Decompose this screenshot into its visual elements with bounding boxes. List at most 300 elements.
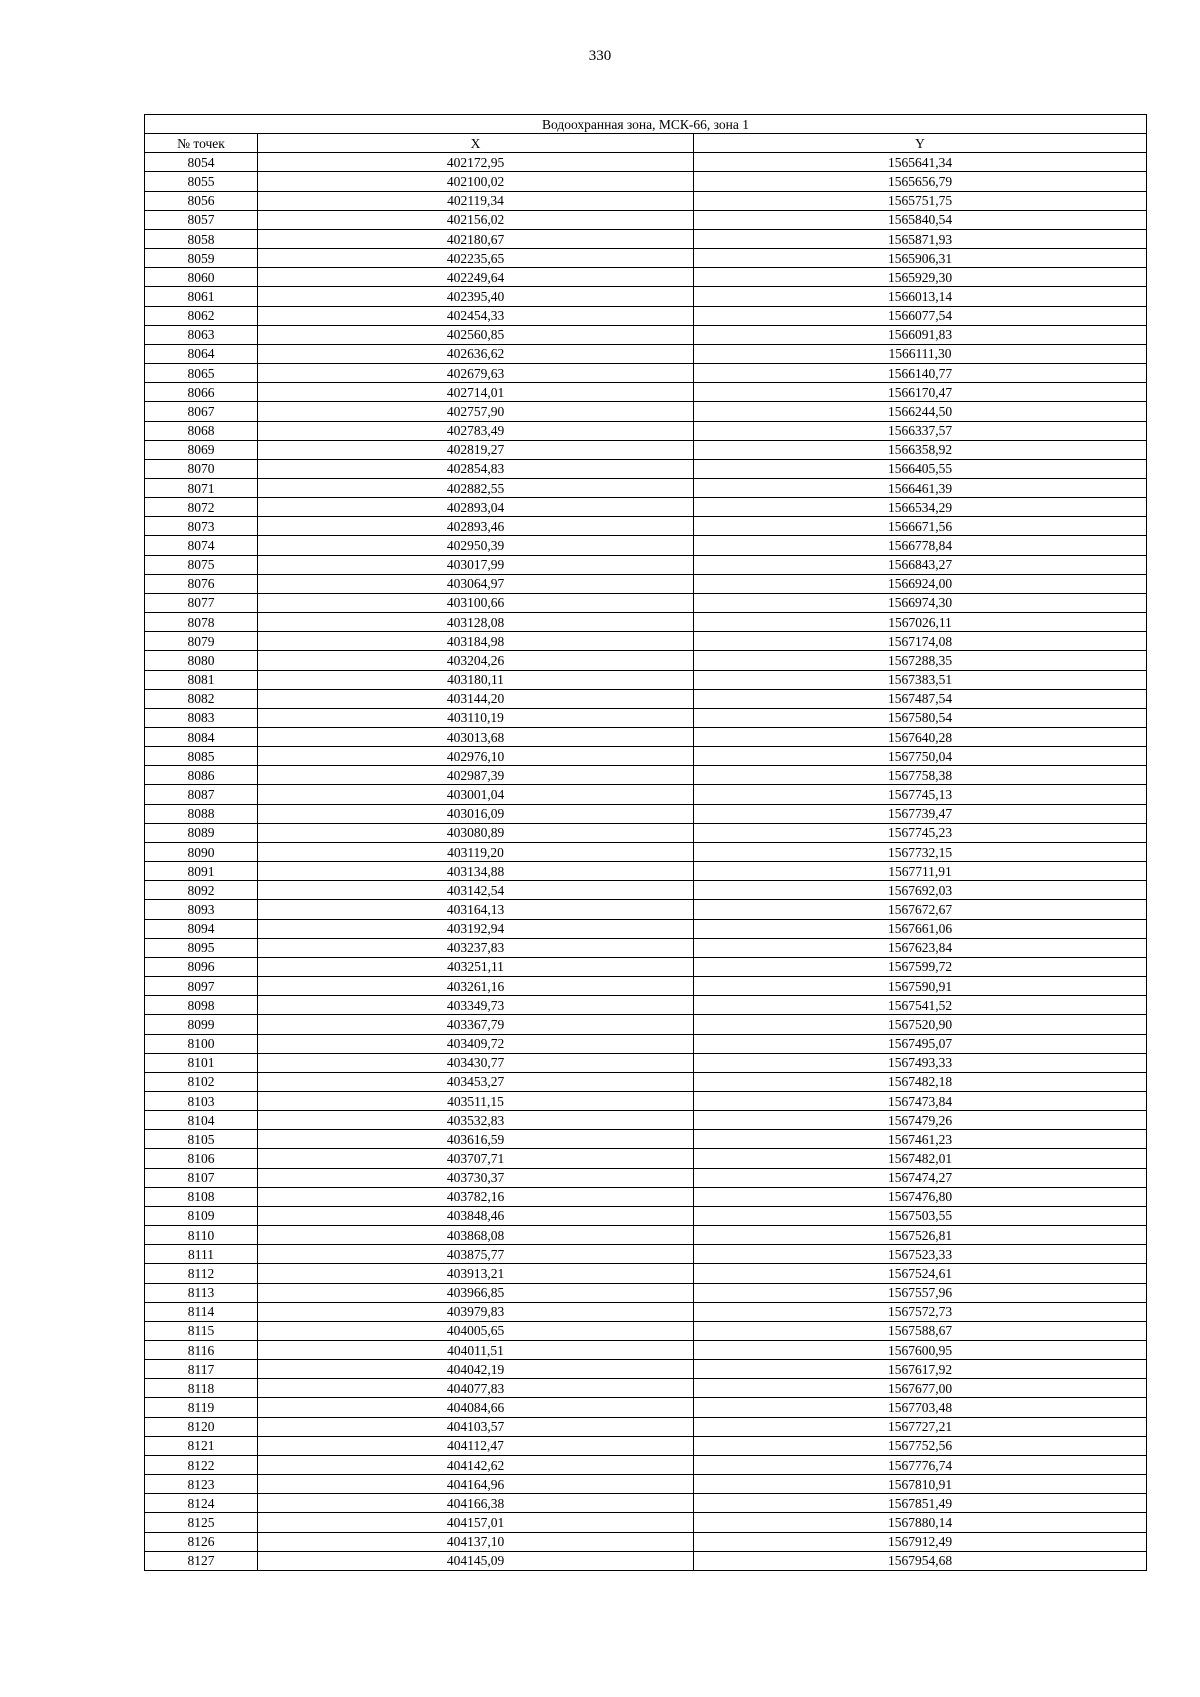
cell-point-number: 8122: [145, 1455, 258, 1474]
cell-x: 403251,11: [258, 957, 694, 976]
cell-x: 403184,98: [258, 632, 694, 651]
table-row: [145, 785, 1147, 804]
cell-x: 403430,77: [258, 1053, 694, 1072]
cell-x: 402679,63: [258, 364, 694, 383]
table-row: [145, 1321, 1147, 1340]
cell-point-number: 8100: [145, 1034, 258, 1053]
cell-x: 403080,89: [258, 823, 694, 842]
table-row: [145, 708, 1147, 727]
cell-y: 1567640,28: [694, 728, 1147, 747]
cell-y: 1565656,79: [694, 172, 1147, 191]
cell-x: 403913,21: [258, 1264, 694, 1283]
cell-point-number: 8061: [145, 287, 258, 306]
cell-y: 1567739,47: [694, 804, 1147, 823]
cell-point-number: 8103: [145, 1091, 258, 1110]
table-row: [145, 1226, 1147, 1245]
cell-point-number: 8095: [145, 938, 258, 957]
table-row: [145, 651, 1147, 670]
table-row: [145, 632, 1147, 651]
cell-y: 1566974,30: [694, 593, 1147, 612]
cell-x: 403707,71: [258, 1149, 694, 1168]
cell-point-number: 8096: [145, 957, 258, 976]
cell-point-number: 8098: [145, 996, 258, 1015]
cell-x: 402235,65: [258, 249, 694, 268]
cell-x: 403016,09: [258, 804, 694, 823]
table-row: [145, 344, 1147, 363]
cell-y: 1565751,75: [694, 191, 1147, 210]
table-row: [145, 1302, 1147, 1321]
cell-y: 1567703,48: [694, 1398, 1147, 1417]
table-row: [145, 478, 1147, 497]
table-row: [145, 747, 1147, 766]
table-row: [145, 613, 1147, 632]
cell-x: 402783,49: [258, 421, 694, 440]
table-body: [145, 153, 1147, 1571]
cell-y: 1567617,92: [694, 1360, 1147, 1379]
cell-x: 402893,46: [258, 517, 694, 536]
cell-x: 403349,73: [258, 996, 694, 1015]
table-row: [145, 1283, 1147, 1302]
cell-point-number: 8057: [145, 210, 258, 229]
cell-x: 402119,34: [258, 191, 694, 210]
cell-x: 403119,20: [258, 842, 694, 861]
cell-x: 402976,10: [258, 747, 694, 766]
table-row: [145, 1149, 1147, 1168]
cell-y: 1567541,52: [694, 996, 1147, 1015]
cell-point-number: 8059: [145, 249, 258, 268]
table-row: [145, 1015, 1147, 1034]
cell-x: 403180,11: [258, 670, 694, 689]
cell-y: 1567174,08: [694, 632, 1147, 651]
cell-x: 403237,83: [258, 938, 694, 957]
cell-point-number: 8065: [145, 364, 258, 383]
cell-point-number: 8092: [145, 881, 258, 900]
cell-point-number: 8067: [145, 402, 258, 421]
cell-y: 1567750,04: [694, 747, 1147, 766]
cell-y: 1565641,34: [694, 153, 1147, 172]
table-row: [145, 938, 1147, 957]
table-row: [145, 1417, 1147, 1436]
cell-point-number: 8127: [145, 1551, 258, 1570]
cell-y: 1566091,83: [694, 325, 1147, 344]
table-row: [145, 306, 1147, 325]
table-row: [145, 1091, 1147, 1110]
cell-point-number: 8077: [145, 593, 258, 612]
cell-y: 1567752,56: [694, 1436, 1147, 1455]
table-row: [145, 804, 1147, 823]
table-row: [145, 249, 1147, 268]
cell-x: 402893,04: [258, 498, 694, 517]
table-row: [145, 1245, 1147, 1264]
cell-point-number: 8056: [145, 191, 258, 210]
table-row: [145, 555, 1147, 574]
cell-x: 403409,72: [258, 1034, 694, 1053]
cell-x: 403013,68: [258, 728, 694, 747]
cell-y: 1567524,61: [694, 1264, 1147, 1283]
table-row: [145, 1206, 1147, 1225]
table-header-row: [145, 134, 1147, 153]
cell-point-number: 8111: [145, 1245, 258, 1264]
cell-y: 1566170,47: [694, 383, 1147, 402]
header-x: X: [258, 134, 694, 153]
table-row: [145, 919, 1147, 938]
cell-y: 1567672,67: [694, 900, 1147, 919]
table-row: [145, 268, 1147, 287]
cell-point-number: 8101: [145, 1053, 258, 1072]
table-row: [145, 1455, 1147, 1474]
cell-point-number: 8094: [145, 919, 258, 938]
cell-x: 403204,26: [258, 651, 694, 670]
cell-x: 402950,39: [258, 536, 694, 555]
cell-x: 402249,64: [258, 268, 694, 287]
table-row: [145, 728, 1147, 747]
table-row: [145, 1398, 1147, 1417]
cell-x: 402714,01: [258, 383, 694, 402]
cell-y: 1566924,00: [694, 574, 1147, 593]
cell-x: 403001,04: [258, 785, 694, 804]
table-row: [145, 881, 1147, 900]
cell-y: 1567523,33: [694, 1245, 1147, 1264]
cell-point-number: 8073: [145, 517, 258, 536]
cell-point-number: 8106: [145, 1149, 258, 1168]
cell-y: 1567661,06: [694, 919, 1147, 938]
table-row: [145, 325, 1147, 344]
cell-y: 1566405,55: [694, 459, 1147, 478]
cell-y: 1567495,07: [694, 1034, 1147, 1053]
cell-y: 1567758,38: [694, 766, 1147, 785]
cell-y: 1567711,91: [694, 862, 1147, 881]
cell-x: 403142,54: [258, 881, 694, 900]
cell-point-number: 8105: [145, 1130, 258, 1149]
cell-x: 403511,15: [258, 1091, 694, 1110]
cell-y: 1566140,77: [694, 364, 1147, 383]
cell-y: 1567474,27: [694, 1168, 1147, 1187]
table-row: [145, 1264, 1147, 1283]
cell-point-number: 8113: [145, 1283, 258, 1302]
cell-point-number: 8058: [145, 229, 258, 248]
cell-point-number: 8108: [145, 1187, 258, 1206]
cell-x: 403979,83: [258, 1302, 694, 1321]
cell-point-number: 8072: [145, 498, 258, 517]
cell-y: 1567776,74: [694, 1455, 1147, 1474]
table-row: [145, 1379, 1147, 1398]
table-caption-row: [145, 115, 1147, 134]
cell-point-number: 8090: [145, 842, 258, 861]
cell-y: 1567473,84: [694, 1091, 1147, 1110]
table-row: [145, 153, 1147, 172]
table-row: [145, 957, 1147, 976]
cell-point-number: 8068: [145, 421, 258, 440]
table-row: [145, 383, 1147, 402]
cell-x: 403367,79: [258, 1015, 694, 1034]
cell-x: 403730,37: [258, 1168, 694, 1187]
cell-y: 1567810,91: [694, 1475, 1147, 1494]
cell-point-number: 8104: [145, 1111, 258, 1130]
cell-x: 402854,83: [258, 459, 694, 478]
cell-x: 403064,97: [258, 574, 694, 593]
cell-x: 403868,08: [258, 1226, 694, 1245]
cell-point-number: 8062: [145, 306, 258, 325]
table-row: [145, 498, 1147, 517]
cell-point-number: 8083: [145, 708, 258, 727]
cell-point-number: 8118: [145, 1379, 258, 1398]
cell-point-number: 8121: [145, 1436, 258, 1455]
cell-y: 1567288,35: [694, 651, 1147, 670]
cell-point-number: 8116: [145, 1341, 258, 1360]
cell-point-number: 8060: [145, 268, 258, 287]
table-row: [145, 364, 1147, 383]
cell-point-number: 8109: [145, 1206, 258, 1225]
cell-point-number: 8086: [145, 766, 258, 785]
cell-point-number: 8089: [145, 823, 258, 842]
table-row: [145, 823, 1147, 842]
cell-x: 404112,47: [258, 1436, 694, 1455]
table-row: [145, 1360, 1147, 1379]
cell-x: 403128,08: [258, 613, 694, 632]
cell-x: 404042,19: [258, 1360, 694, 1379]
cell-x: 404103,57: [258, 1417, 694, 1436]
cell-y: 1565840,54: [694, 210, 1147, 229]
table-row: [145, 1130, 1147, 1149]
cell-y: 1566077,54: [694, 306, 1147, 325]
cell-y: 1567526,81: [694, 1226, 1147, 1245]
cell-x: 404145,09: [258, 1551, 694, 1570]
cell-x: 402636,62: [258, 344, 694, 363]
cell-y: 1567732,15: [694, 842, 1147, 861]
cell-x: 403966,85: [258, 1283, 694, 1302]
cell-y: 1566244,50: [694, 402, 1147, 421]
table-row: [145, 1034, 1147, 1053]
cell-point-number: 8070: [145, 459, 258, 478]
cell-y: 1566671,56: [694, 517, 1147, 536]
cell-y: 1567482,01: [694, 1149, 1147, 1168]
table-row: [145, 842, 1147, 861]
table-row: [145, 421, 1147, 440]
cell-point-number: 8102: [145, 1072, 258, 1091]
cell-y: 1567745,23: [694, 823, 1147, 842]
cell-point-number: 8085: [145, 747, 258, 766]
cell-y: 1566358,92: [694, 440, 1147, 459]
cell-point-number: 8071: [145, 478, 258, 497]
cell-y: 1566534,29: [694, 498, 1147, 517]
cell-point-number: 8120: [145, 1417, 258, 1436]
table-row: [145, 1072, 1147, 1091]
cell-point-number: 8075: [145, 555, 258, 574]
cell-x: 404157,01: [258, 1513, 694, 1532]
cell-x: 403782,16: [258, 1187, 694, 1206]
header-point-number: № точек: [145, 134, 258, 153]
cell-x: 402156,02: [258, 210, 694, 229]
cell-y: 1567383,51: [694, 670, 1147, 689]
table-row: [145, 191, 1147, 210]
cell-y: 1567954,68: [694, 1551, 1147, 1570]
table-row: [145, 689, 1147, 708]
cell-point-number: 8074: [145, 536, 258, 555]
page-number: 330: [588, 48, 612, 64]
cell-point-number: 8081: [145, 670, 258, 689]
cell-x: 402180,67: [258, 229, 694, 248]
table-row: [145, 517, 1147, 536]
table-row: [145, 1187, 1147, 1206]
cell-x: 404077,83: [258, 1379, 694, 1398]
cell-point-number: 8079: [145, 632, 258, 651]
table-row: [145, 1168, 1147, 1187]
cell-x: 403848,46: [258, 1206, 694, 1225]
table-row: [145, 1341, 1147, 1360]
cell-y: 1567677,00: [694, 1379, 1147, 1398]
cell-point-number: 8126: [145, 1532, 258, 1551]
table-row: [145, 900, 1147, 919]
cell-x: 403192,94: [258, 919, 694, 938]
cell-x: 404142,62: [258, 1455, 694, 1474]
table-row: [145, 766, 1147, 785]
cell-point-number: 8123: [145, 1475, 258, 1494]
cell-x: 402560,85: [258, 325, 694, 344]
cell-y: 1567880,14: [694, 1513, 1147, 1532]
table-row: [145, 1436, 1147, 1455]
cell-x: 403453,27: [258, 1072, 694, 1091]
cell-point-number: 8088: [145, 804, 258, 823]
cell-y: 1567557,96: [694, 1283, 1147, 1302]
cell-y: 1566013,14: [694, 287, 1147, 306]
cell-y: 1565929,30: [694, 268, 1147, 287]
cell-y: 1567026,11: [694, 613, 1147, 632]
table-row: [145, 172, 1147, 191]
cell-y: 1567623,84: [694, 938, 1147, 957]
cell-y: 1567600,95: [694, 1341, 1147, 1360]
cell-x: 404166,38: [258, 1494, 694, 1513]
table-row: [145, 1494, 1147, 1513]
cell-x: 404137,10: [258, 1532, 694, 1551]
cell-point-number: 8114: [145, 1302, 258, 1321]
cell-y: 1567572,73: [694, 1302, 1147, 1321]
cell-point-number: 8099: [145, 1015, 258, 1034]
cell-y: 1566337,57: [694, 421, 1147, 440]
cell-y: 1567503,55: [694, 1206, 1147, 1225]
cell-x: 403100,66: [258, 593, 694, 612]
cell-y: 1566778,84: [694, 536, 1147, 555]
coordinates-table: [144, 114, 1147, 1571]
table-row: [145, 593, 1147, 612]
cell-y: 1567727,21: [694, 1417, 1147, 1436]
cell-x: 402819,27: [258, 440, 694, 459]
table-row: [145, 229, 1147, 248]
cell-point-number: 8082: [145, 689, 258, 708]
cell-y: 1567912,49: [694, 1532, 1147, 1551]
table-row: [145, 1513, 1147, 1532]
cell-x: 403261,16: [258, 977, 694, 996]
cell-point-number: 8097: [145, 977, 258, 996]
cell-x: 404011,51: [258, 1341, 694, 1360]
cell-x: 403875,77: [258, 1245, 694, 1264]
cell-y: 1566461,39: [694, 478, 1147, 497]
cell-point-number: 8063: [145, 325, 258, 344]
cell-y: 1567482,18: [694, 1072, 1147, 1091]
cell-point-number: 8078: [145, 613, 258, 632]
cell-y: 1566111,30: [694, 344, 1147, 363]
cell-point-number: 8107: [145, 1168, 258, 1187]
cell-x: 404005,65: [258, 1321, 694, 1340]
cell-x: 403110,19: [258, 708, 694, 727]
cell-x: 402454,33: [258, 306, 694, 325]
cell-x: 402987,39: [258, 766, 694, 785]
cell-y: 1567851,49: [694, 1494, 1147, 1513]
table-row: [145, 536, 1147, 555]
cell-point-number: 8080: [145, 651, 258, 670]
table-row: [145, 1111, 1147, 1130]
header-y: Y: [694, 134, 1147, 153]
cell-y: 1567487,54: [694, 689, 1147, 708]
table-row: [145, 977, 1147, 996]
cell-point-number: 8091: [145, 862, 258, 881]
table-caption: Водоохранная зона, МСК-66, зона 1: [145, 115, 1147, 134]
cell-y: 1567590,91: [694, 977, 1147, 996]
cell-y: 1567745,13: [694, 785, 1147, 804]
table-row: [145, 459, 1147, 478]
cell-point-number: 8055: [145, 172, 258, 191]
cell-y: 1567479,26: [694, 1111, 1147, 1130]
table-row: [145, 996, 1147, 1015]
cell-point-number: 8124: [145, 1494, 258, 1513]
table-row: [145, 670, 1147, 689]
cell-y: 1567493,33: [694, 1053, 1147, 1072]
cell-x: 402757,90: [258, 402, 694, 421]
cell-x: 402172,95: [258, 153, 694, 172]
cell-x: 404084,66: [258, 1398, 694, 1417]
cell-y: 1567588,67: [694, 1321, 1147, 1340]
table-row: [145, 862, 1147, 881]
cell-y: 1567692,03: [694, 881, 1147, 900]
table-row: [145, 1551, 1147, 1570]
cell-x: 404164,96: [258, 1475, 694, 1494]
table-row: [145, 574, 1147, 593]
cell-y: 1567476,80: [694, 1187, 1147, 1206]
cell-point-number: 8054: [145, 153, 258, 172]
cell-x: 403164,13: [258, 900, 694, 919]
table-row: [145, 287, 1147, 306]
cell-point-number: 8110: [145, 1226, 258, 1245]
table-row: [145, 1053, 1147, 1072]
cell-point-number: 8115: [145, 1321, 258, 1340]
cell-x: 402100,02: [258, 172, 694, 191]
cell-point-number: 8066: [145, 383, 258, 402]
cell-point-number: 8087: [145, 785, 258, 804]
table-row: [145, 1475, 1147, 1494]
cell-x: 403134,88: [258, 862, 694, 881]
cell-point-number: 8117: [145, 1360, 258, 1379]
cell-point-number: 8076: [145, 574, 258, 593]
cell-y: 1567599,72: [694, 957, 1147, 976]
cell-x: 403017,99: [258, 555, 694, 574]
cell-point-number: 8125: [145, 1513, 258, 1532]
cell-x: 403144,20: [258, 689, 694, 708]
cell-y: 1567520,90: [694, 1015, 1147, 1034]
cell-x: 402395,40: [258, 287, 694, 306]
cell-point-number: 8064: [145, 344, 258, 363]
cell-point-number: 8084: [145, 728, 258, 747]
cell-x: 403532,83: [258, 1111, 694, 1130]
cell-y: 1567461,23: [694, 1130, 1147, 1149]
cell-y: 1566843,27: [694, 555, 1147, 574]
table-row: [145, 210, 1147, 229]
cell-x: 402882,55: [258, 478, 694, 497]
cell-y: 1567580,54: [694, 708, 1147, 727]
table-row: [145, 440, 1147, 459]
table-row: [145, 1532, 1147, 1551]
cell-point-number: 8093: [145, 900, 258, 919]
cell-y: 1565871,93: [694, 229, 1147, 248]
cell-point-number: 8119: [145, 1398, 258, 1417]
